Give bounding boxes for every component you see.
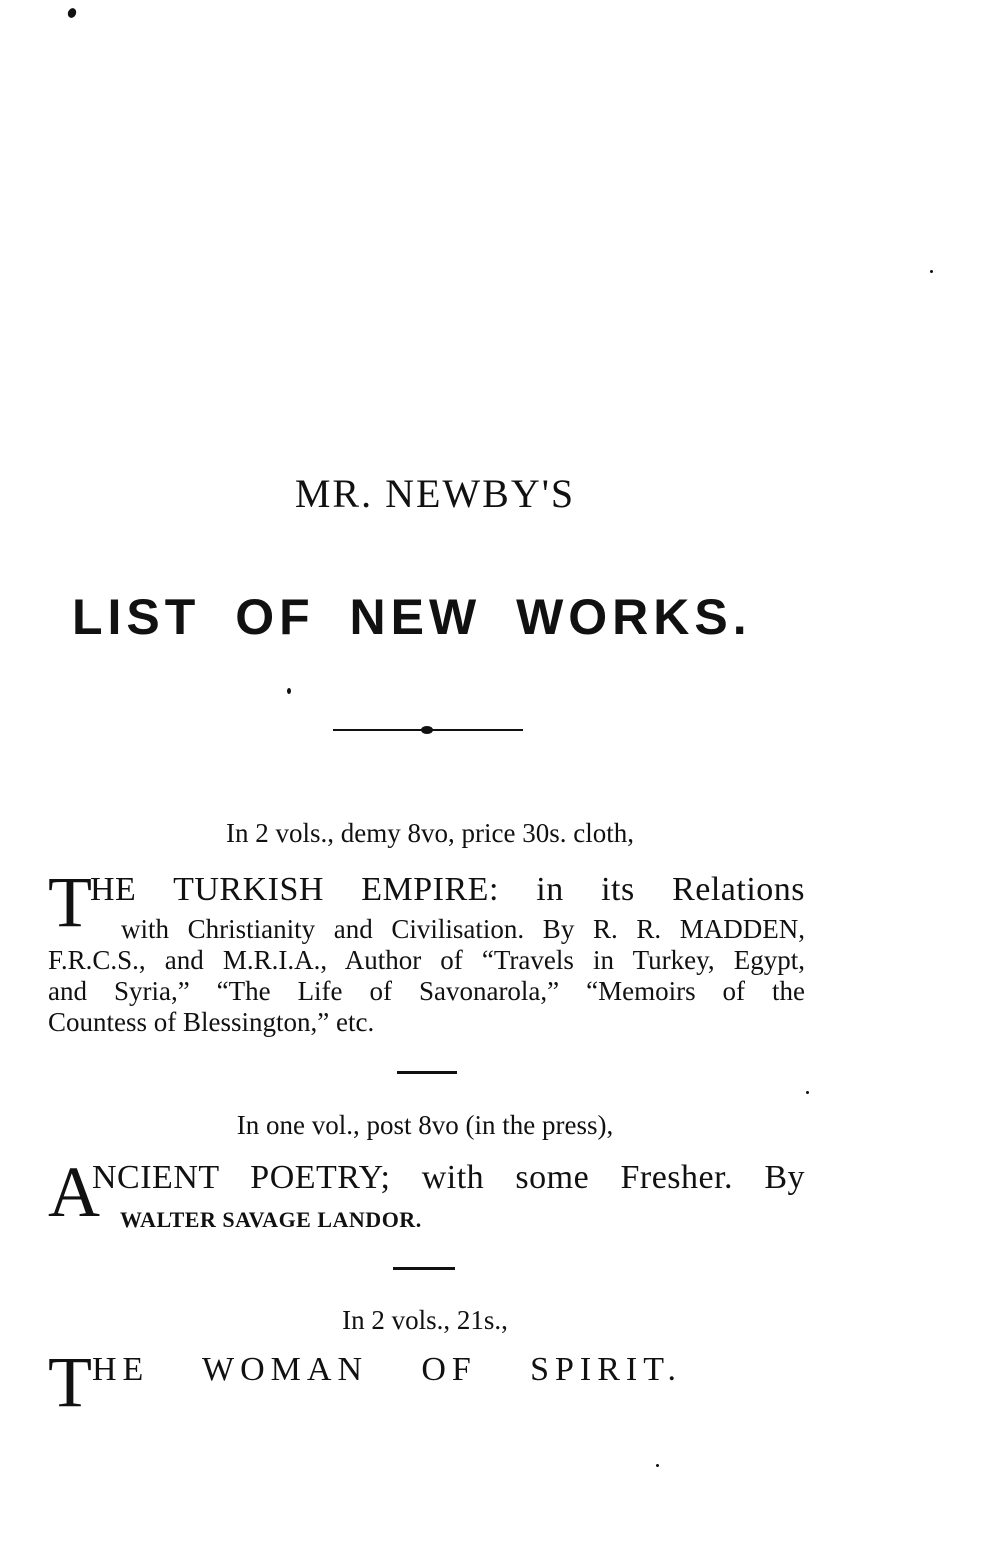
entry-text-line: F.R.C.S., and M.R.I.A., Author of “Travels in Turkey, Egypt, — [48, 945, 805, 975]
book-entry-woman-of-spirit — [48, 1342, 805, 1422]
ornament-diamond-icon — [421, 726, 433, 734]
ink-speck — [287, 688, 291, 694]
drop-cap: T — [48, 862, 92, 942]
edition-note: In 2 vols., 21s., — [342, 1305, 508, 1335]
drop-cap: T — [48, 1342, 92, 1422]
ink-speck — [656, 1464, 659, 1467]
ink-speck — [806, 1091, 809, 1094]
section-divider — [397, 1071, 457, 1074]
ink-speck — [66, 7, 77, 19]
book-title: HE TURKISH EMPIRE: in its Relations — [90, 871, 805, 908]
book-title: NCIENT POETRY; with some Fresher. By — [92, 1159, 805, 1196]
section-divider — [393, 1267, 455, 1270]
entry-text-line: and Syria,” “The Life of Savonarola,” “Memoirs of the — [48, 976, 805, 1006]
edition-note: In 2 vols., demy 8vo, price 30s. cloth, — [226, 818, 634, 848]
author-name: WALTER SAVAGE LANDOR. — [120, 1207, 422, 1232]
ink-speck — [930, 270, 933, 273]
entry-text-line: with Christianity and Civilisation. By R. R. MADDEN, — [121, 914, 805, 944]
page-title: LIST OF NEW WORKS. — [72, 589, 752, 645]
entry-text-line: Countess of Blessington,” etc. — [48, 1007, 375, 1037]
book-entry-turkish-empire — [48, 862, 805, 1042]
publisher-heading: MR. NEWBY'S — [294, 471, 576, 516]
drop-cap: A — [48, 1152, 100, 1232]
edition-note: In one vol., post 8vo (in the press), — [236, 1110, 614, 1140]
book-title: HE WOMAN OF SPIRIT. — [92, 1351, 682, 1388]
book-entry-ancient-poetry — [48, 1152, 805, 1240]
